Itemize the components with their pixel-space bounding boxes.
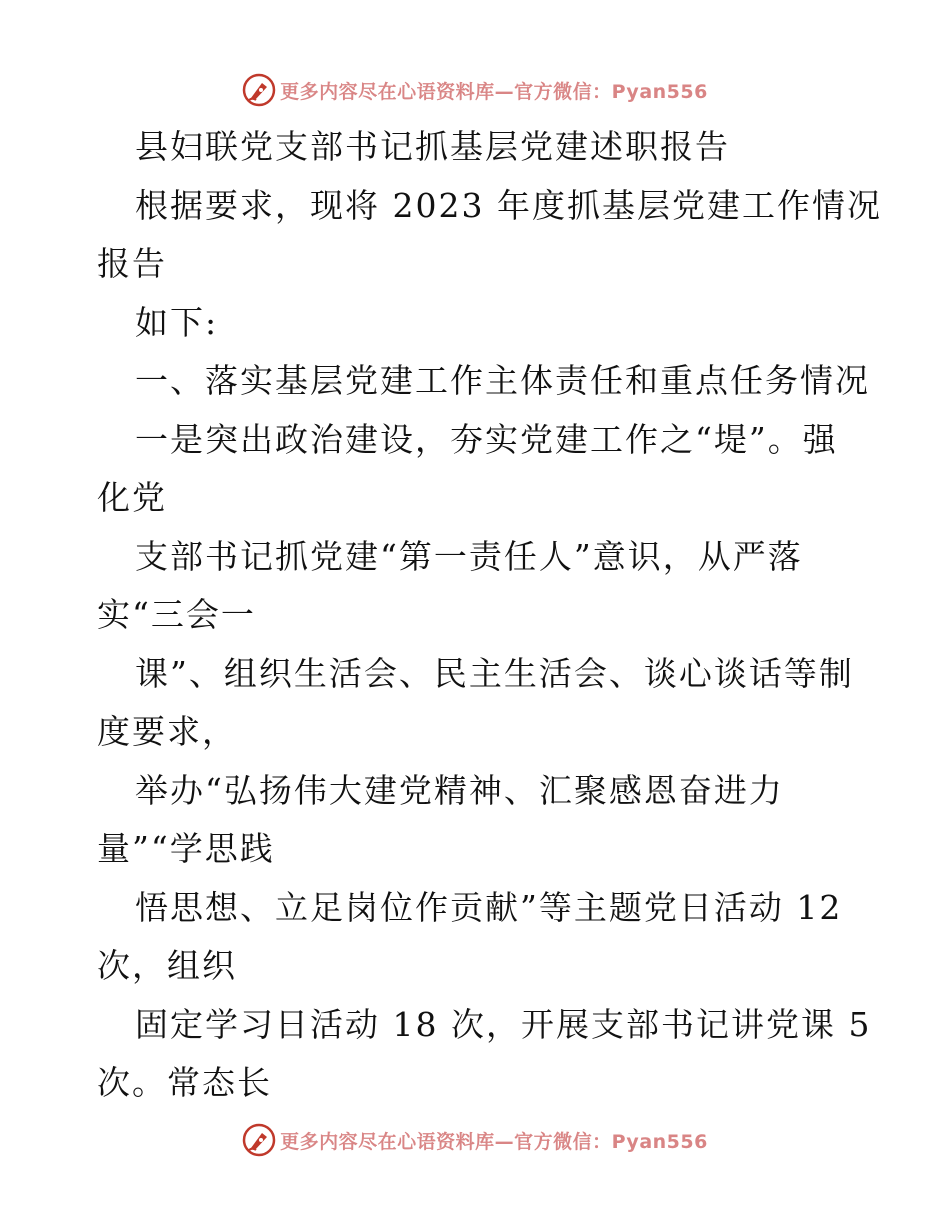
paragraph-line: 支部书记抓党建“第一责任人”意识，从严落: [135, 536, 803, 576]
banner-text: 更多内容尽在心语资料库—官方微信：Pyan556: [280, 1130, 708, 1153]
paragraph-line: 一是突出政治建设，夯实党建工作之“堤”。强: [135, 419, 838, 459]
paragraph-line: 悟思想、立足岗位作贡献”等主题党日活动 12: [135, 887, 843, 927]
pen-nib-logo-icon: [242, 1123, 276, 1157]
header-watermark-banner: [0, 70, 950, 110]
paragraph-line: 实“三会一: [97, 595, 256, 634]
paragraph-line: 如下:: [135, 302, 219, 342]
paragraph-line: 次，组织: [97, 946, 237, 985]
paragraph-line: 固定学习日活动 18 次，开展支部书记讲党课 5: [135, 1004, 872, 1044]
pen-nib-logo-icon: [242, 73, 276, 107]
paragraph-line: 量”“学思践: [97, 829, 275, 868]
footer-watermark-banner: [0, 1120, 950, 1160]
paragraph-line: 根据要求，现将 2023 年度抓基层党建工作情况: [135, 185, 882, 225]
paragraph-line: 报告: [97, 244, 167, 283]
paragraph-line: 度要求，: [97, 712, 237, 751]
banner-text: 更多内容尽在心语资料库—官方微信：Pyan556: [280, 80, 708, 103]
section-heading: 一、落实基层党建工作主体责任和重点任务情况: [135, 361, 870, 400]
paragraph-line: 课”、组织生活会、民主生活会、谈心谈话等制: [135, 653, 854, 693]
document-title: 县妇联党支部书记抓基层党建述职报告: [135, 127, 730, 166]
paragraph-line: 化党: [97, 478, 167, 517]
paragraph-line: 次。常态长: [97, 1063, 272, 1102]
document-body: [97, 118, 882, 1113]
paragraph-line: 举办“弘扬伟大建党精神、汇聚感恩奋进力: [135, 770, 784, 810]
